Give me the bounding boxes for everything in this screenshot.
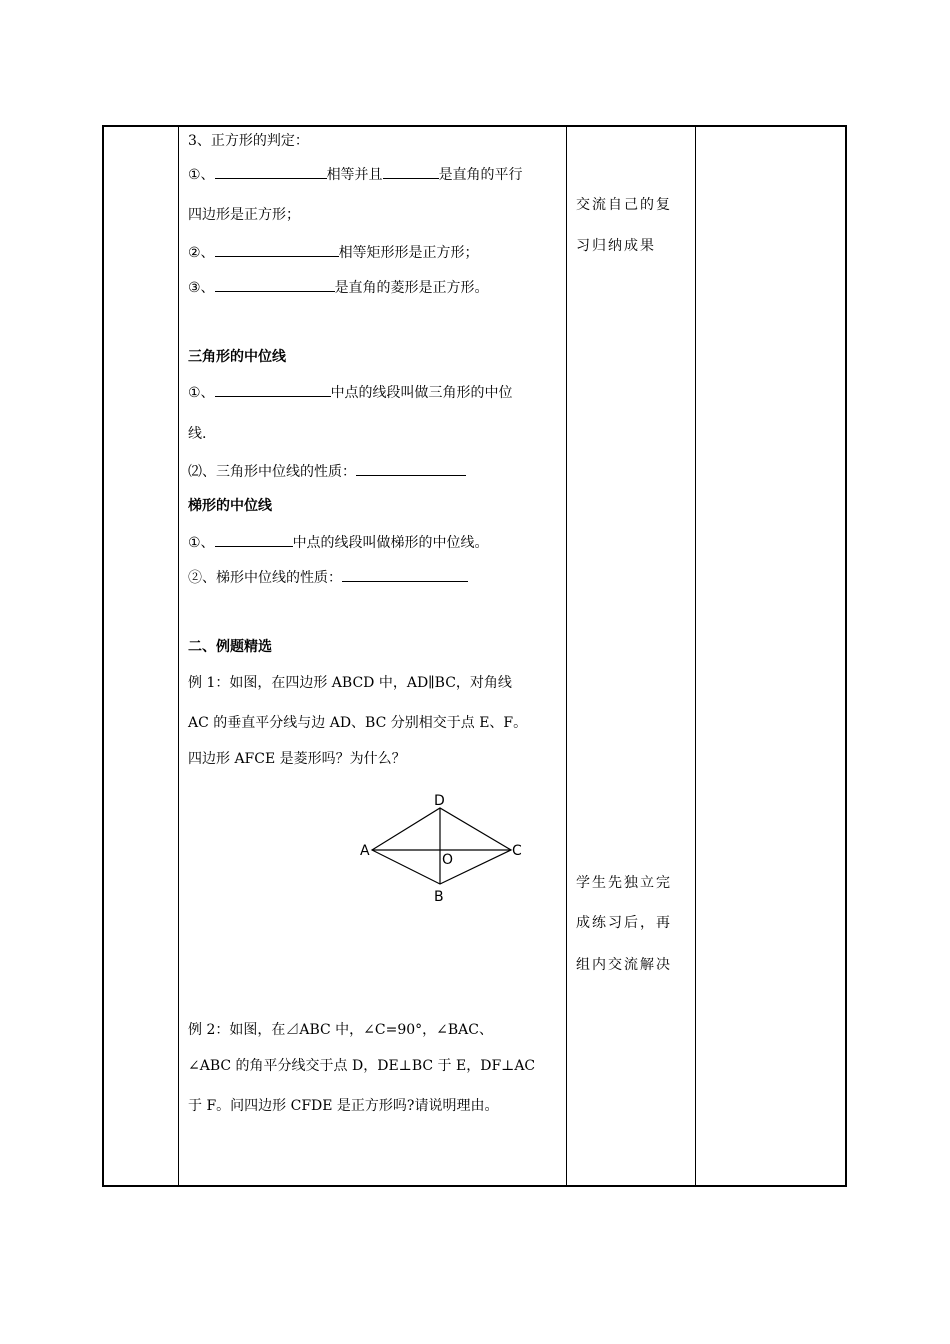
text: ①、 <box>188 167 215 183</box>
label-o: O <box>442 852 454 868</box>
trapezoid-midline-1 <box>188 532 489 553</box>
text: 相等并且 <box>326 167 383 183</box>
text: 是直角的菱形是正方形。 <box>334 280 489 296</box>
text: 中点的线段叫做三角形的中位 <box>330 385 513 401</box>
text: ②、梯形中位线的性质： <box>188 570 342 586</box>
square-heading: 3、正方形的判定： <box>188 133 309 149</box>
note-1-line-1: 交流自己的复 <box>576 197 672 213</box>
example-2-line-1: 例 2：如图，在⊿ABC 中，∠C=90°，∠BAC、 <box>188 1022 494 1038</box>
text: ③、 <box>188 280 215 296</box>
column-divider-1 <box>178 125 179 1187</box>
trapezoid-midline-heading: 梯形的中位线 <box>188 498 272 514</box>
example-1-line-1: 例 1：如图，在四边形 ABCD 中，AD∥BC，对角线 <box>188 675 512 691</box>
note-2-line-1: 学生先独立完 <box>576 875 672 891</box>
fill-blank <box>215 242 339 257</box>
example-1-line-3: 四边形 AFCE 是菱形吗？为什么？ <box>188 751 406 767</box>
label-a: A <box>360 843 370 859</box>
square-criterion-2 <box>188 242 479 263</box>
label-d: D <box>434 793 445 809</box>
triangle-midline-2 <box>188 461 466 482</box>
note-1-line-2: 习归纳成果 <box>576 238 656 254</box>
rhombus-outline <box>372 808 511 884</box>
column-divider-2 <box>566 125 567 1187</box>
text: ①、 <box>188 385 215 401</box>
text: 中点的线段叫做梯形的中位线。 <box>292 535 489 551</box>
note-2-line-2: 成练习后，再 <box>576 915 672 931</box>
fill-blank <box>342 567 468 582</box>
label-b: B <box>434 889 444 905</box>
trapezoid-midline-2 <box>188 567 468 588</box>
note-2-line-3: 组内交流解决 <box>576 957 672 973</box>
triangle-midline-1-cont: 线. <box>188 426 207 442</box>
text: 相等矩形形是正方形； <box>338 245 479 261</box>
square-criterion-3 <box>188 277 489 298</box>
text: ⑵、三角形中位线的性质： <box>188 464 356 480</box>
example-2-line-3: 于 F。问四边形 CFDE 是正方形吗?请说明理由。 <box>188 1098 499 1114</box>
text: 是直角的平行 <box>438 167 523 183</box>
fill-blank <box>215 164 327 179</box>
fill-blank <box>383 164 439 179</box>
example-2-line-2: ∠ABC 的角平分线交于点 D，DE⊥BC 于 E，DF⊥AC <box>188 1058 536 1074</box>
column-divider-3 <box>695 125 696 1187</box>
square-criterion-1-cont: 四边形是正方形； <box>188 207 300 223</box>
square-criterion-1 <box>188 164 523 185</box>
triangle-midline-heading: 三角形的中位线 <box>188 349 286 365</box>
label-c: C <box>512 843 522 859</box>
fill-blank <box>215 382 331 397</box>
fill-blank <box>215 277 335 292</box>
examples-heading: 二、例题精选 <box>188 639 272 655</box>
example-1-line-2: AC 的垂直平分线与边 AD、BC 分别相交于点 E、F。 <box>188 715 528 731</box>
text: ①、 <box>188 535 215 551</box>
fill-blank <box>215 532 293 547</box>
rhombus-figure <box>355 788 530 906</box>
fill-blank <box>356 461 466 476</box>
text: ②、 <box>188 245 215 261</box>
triangle-midline-1 <box>188 382 513 403</box>
